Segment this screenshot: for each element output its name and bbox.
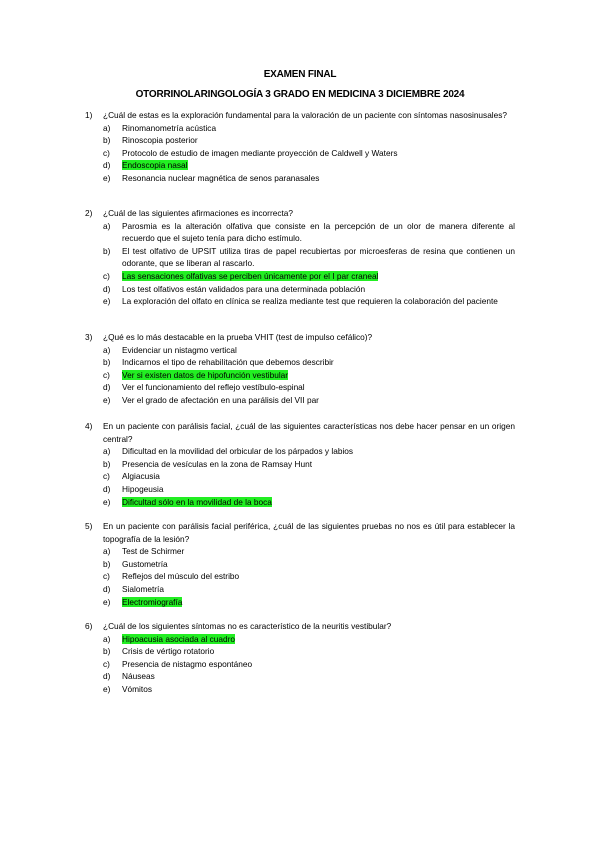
option-letter: e) xyxy=(103,596,111,607)
option-text: Ver el funcionamiento del reflejo vestíbulo-espinal xyxy=(122,382,305,393)
option-letter: c) xyxy=(103,471,110,482)
option-letter: d) xyxy=(103,160,111,171)
question-number: 5) xyxy=(85,521,93,531)
option-letter: c) xyxy=(103,270,110,281)
option-d xyxy=(85,583,515,596)
option-a xyxy=(85,545,515,558)
option-a xyxy=(85,220,515,245)
question-5 xyxy=(85,520,515,608)
option-letter: a) xyxy=(103,446,111,457)
highlighted-answer: Hipoacusia asociada al cuadro xyxy=(122,633,236,644)
option-letter: a) xyxy=(103,344,111,355)
option-e xyxy=(85,596,515,609)
option-letter: c) xyxy=(103,658,110,669)
highlighted-answer: Endoscopia nasal xyxy=(122,160,188,171)
option-letter: b) xyxy=(103,135,111,146)
option-list xyxy=(85,122,515,185)
option-letter: e) xyxy=(103,496,111,507)
option-b xyxy=(85,645,515,658)
option-text: Sialometría xyxy=(122,583,164,594)
option-text: Algiacusia xyxy=(122,471,160,482)
option-letter: e) xyxy=(103,394,111,405)
option-text: Vómitos xyxy=(122,683,152,694)
option-d xyxy=(85,483,515,496)
highlighted-answer: Dificultad sólo en la movilidad de la boca xyxy=(122,496,272,507)
question-stem xyxy=(85,207,515,220)
option-letter: a) xyxy=(103,546,111,557)
option-text: Resonancia nuclear magnética de senos paranasales xyxy=(122,172,320,183)
highlighted-answer: Ver si existen datos de hipofunción vestibular xyxy=(122,369,289,380)
question-number: 6) xyxy=(85,621,93,631)
option-letter: a) xyxy=(103,122,111,133)
option-text: La exploración del olfato en clínica se realiza mediante test que requieren la colaboración del paciente xyxy=(122,296,498,307)
option-e xyxy=(85,295,515,308)
question-text: En un paciente con parálisis facial periférica, ¿cuál de las siguientes pruebas no nos es útil para establecer la topografía de la lesión? xyxy=(103,521,515,544)
option-c xyxy=(85,270,515,283)
option-text: Reflejos del músculo del estribo xyxy=(122,571,240,582)
option-list xyxy=(85,633,515,696)
option-c xyxy=(85,470,515,483)
option-e xyxy=(85,496,515,509)
option-letter: a) xyxy=(103,633,111,644)
option-list xyxy=(85,220,515,308)
question-stem xyxy=(85,520,515,545)
option-letter: c) xyxy=(103,571,110,582)
option-letter: b) xyxy=(103,357,111,368)
question-3 xyxy=(85,331,515,407)
question-number: 3) xyxy=(85,332,93,342)
option-text: Crisis de vértigo rotatorio xyxy=(122,646,215,657)
question-stem xyxy=(85,109,515,122)
option-c xyxy=(85,658,515,671)
option-c xyxy=(85,369,515,382)
option-letter: d) xyxy=(103,671,111,682)
exam-subtitle: OTORRINOLARINGOLOGÍA 3 GRADO EN MEDICINA 3 DICIEMBRE 2024 xyxy=(135,89,465,100)
option-a xyxy=(85,633,515,646)
option-a xyxy=(85,344,515,357)
option-b xyxy=(85,356,515,369)
option-c xyxy=(85,570,515,583)
question-text: En un paciente con parálisis facial, ¿cuál de las siguientes características nos debe hacer pensar en un origen central? xyxy=(103,421,515,444)
option-letter: d) xyxy=(103,283,111,294)
option-a xyxy=(85,122,515,135)
question-number: 1) xyxy=(85,110,93,120)
option-d xyxy=(85,159,515,172)
option-list xyxy=(85,445,515,508)
option-letter: d) xyxy=(103,583,111,594)
question-text: ¿Cuál de estas es la exploración fundamental para la valoración de un paciente con síntomas nasosinusales? xyxy=(103,110,508,120)
option-a xyxy=(85,445,515,458)
option-letter: e) xyxy=(103,296,111,307)
question-1 xyxy=(85,109,515,185)
question-text: ¿Cuál de los siguientes síntomas no es característico de la neuritis vestibular? xyxy=(103,621,392,631)
option-text: Los test olfativos están validados para una determinada población xyxy=(122,283,366,294)
option-list xyxy=(85,545,515,608)
option-letter: b) xyxy=(103,458,111,469)
question-stem xyxy=(85,420,515,445)
question-stem xyxy=(85,331,515,344)
option-letter: c) xyxy=(103,369,110,380)
option-letter: a) xyxy=(103,220,111,231)
option-list xyxy=(85,344,515,407)
option-text: Náuseas xyxy=(122,671,155,682)
option-text: Presencia de nistagmo espontáneo xyxy=(122,658,253,669)
question-text: ¿Cuál de las siguientes afirmaciones es incorrecta? xyxy=(103,208,293,218)
option-b xyxy=(85,245,515,270)
highlighted-answer: Electromiografía xyxy=(122,596,183,607)
option-e xyxy=(85,683,515,696)
option-text: Indicarnos el tipo de rehabilitación que debemos describir xyxy=(122,357,334,368)
option-e xyxy=(85,394,515,407)
option-text: Gustometría xyxy=(122,558,168,569)
option-text: Ver el grado de afectación en una parálisis del VII par xyxy=(122,394,319,405)
option-b xyxy=(85,134,515,147)
option-text: Dificultad en la movilidad del orbicular de los párpados y labios xyxy=(122,446,354,457)
question-4 xyxy=(85,420,515,508)
option-text: Protocolo de estudio de imagen mediante proyección de Caldwell y Waters xyxy=(122,147,398,158)
question-stem xyxy=(85,620,515,633)
option-b xyxy=(85,458,515,471)
option-text: Rinoscopia posterior xyxy=(122,135,198,146)
option-d xyxy=(85,283,515,296)
option-letter: d) xyxy=(103,483,111,494)
option-c xyxy=(85,147,515,160)
option-text: Rinomanometría acústica xyxy=(122,122,217,133)
question-number: 4) xyxy=(85,421,93,431)
option-letter: d) xyxy=(103,382,111,393)
option-text: Hipogeusia xyxy=(122,483,164,494)
option-text: El test olfativo de UPSIT utiliza tiras de papel recubiertas por microesferas de resina que contienen un odorante, que se liberan al rascarlo. xyxy=(122,245,515,269)
option-text: Evidenciar un nistagmo vertical xyxy=(122,344,237,355)
option-letter: b) xyxy=(103,245,111,256)
option-letter: c) xyxy=(103,147,110,158)
option-letter: b) xyxy=(103,646,111,657)
option-letter: b) xyxy=(103,558,111,569)
option-text: Parosmia es la alteración olfativa que consiste en la percepción de un olor de manera diferente al recuerdo que el sujeto tenía para dicho estímulo. xyxy=(122,220,515,244)
highlighted-answer: Las sensaciones olfativas se perciben únicamente por el I par craneal xyxy=(122,270,379,281)
option-text: Presencia de vesículas en la zona de Ramsay Hunt xyxy=(122,458,313,469)
option-letter: e) xyxy=(103,683,111,694)
question-6 xyxy=(85,620,515,696)
option-b xyxy=(85,558,515,571)
option-d xyxy=(85,381,515,394)
question-text: ¿Qué es lo más destacable en la prueba VHIT (test de impulso cefálico)? xyxy=(103,332,373,342)
option-e xyxy=(85,172,515,185)
option-text: Test de Schirmer xyxy=(122,546,185,557)
option-d xyxy=(85,670,515,683)
question-2 xyxy=(85,207,515,308)
exam-title: EXAMEN FINAL xyxy=(263,69,337,80)
question-number: 2) xyxy=(85,208,93,218)
option-letter: e) xyxy=(103,172,111,183)
